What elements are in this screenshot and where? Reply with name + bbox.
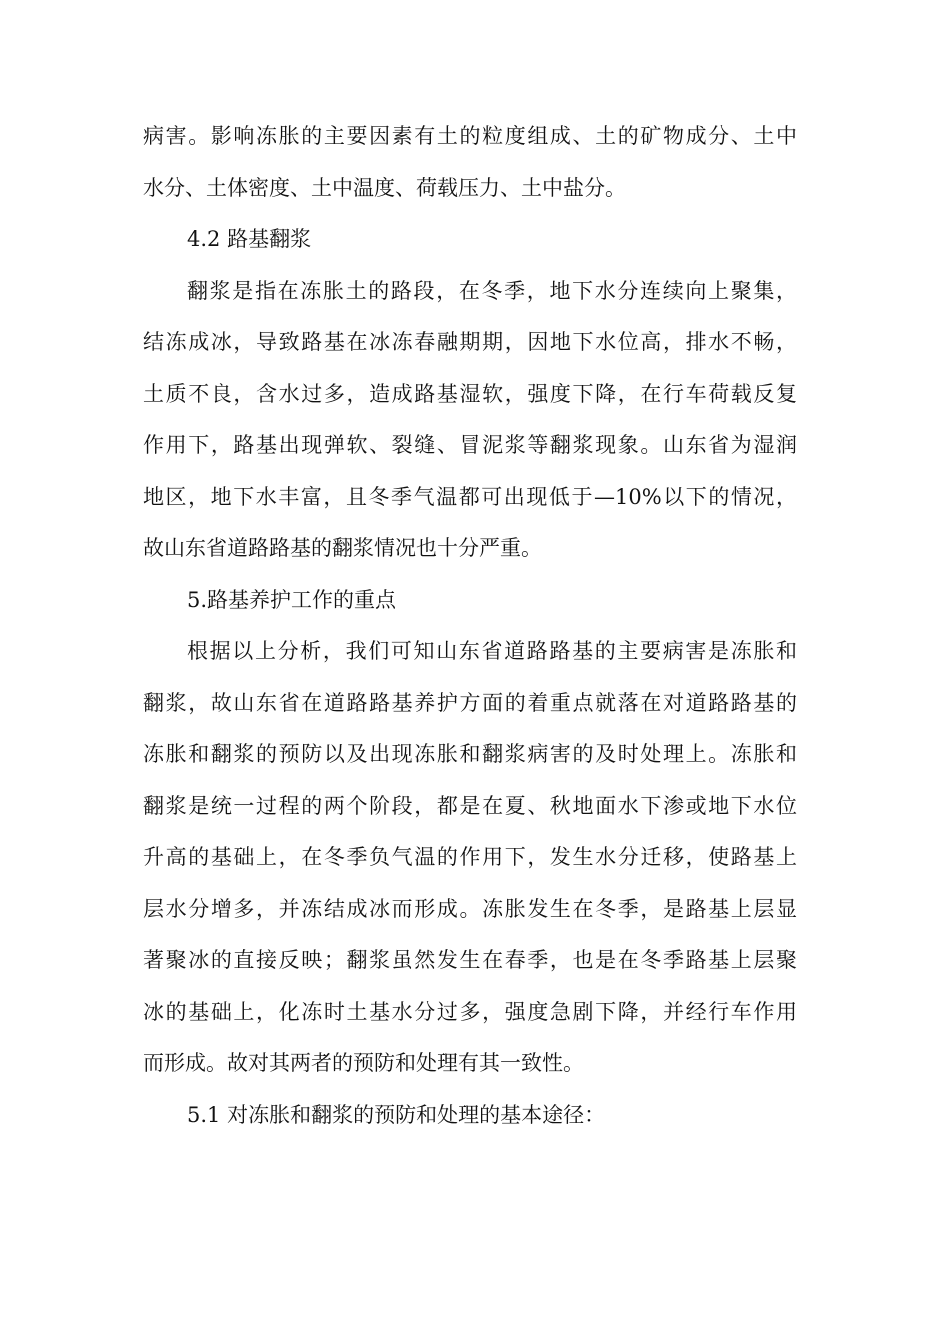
text-line: 层水分增多，并冻结成冰而形成。冻胀发生在冬季，是路基上层显: [143, 896, 797, 921]
text-line: 而形成。故对其两者的预防和处理有其一致性。: [143, 1051, 584, 1075]
document-body: [143, 111, 797, 1141]
text-line: 翻浆，故山东省在道路路基养护方面的着重点就落在对道路路基的: [143, 690, 797, 715]
paragraph-first-line: 翻浆是指在冻胀土的路段，在冬季，地下水分连续向上聚集，: [187, 278, 797, 303]
section-heading: 5.1 对冻胀和翻浆的预防和处理的基本途径：: [187, 1102, 606, 1127]
text-line: 翻浆是统一过程的两个阶段，都是在夏、秋地面水下渗或地下水位: [143, 793, 797, 818]
text-line: 土质不良，含水过多，造成路基湿软，强度下降，在行车荷载反复: [143, 381, 797, 406]
text-line: 升高的基础上，在冬季负气温的作用下，发生水分迁移，使路基上: [143, 845, 797, 869]
text-line: 冰的基础上，化冻时土基水分过多，强度急剧下降，并经行车作用: [143, 999, 797, 1024]
text-line: 著聚冰的直接反映；翻浆虽然发生在春季，也是在冬季路基上层聚: [143, 948, 797, 972]
text-line: 结冻成冰，导致路基在冰冻春融期期，因地下水位高，排水不畅，: [143, 330, 797, 354]
text-line: 病害。影响冻胀的主要因素有土的粒度组成、土的矿物成分、土中: [143, 124, 797, 148]
text-line: 冻胀和翻浆的预防以及出现冻胀和翻浆病害的及时处理上。冻胀和: [143, 742, 797, 766]
paragraph-first-line: 根据以上分析，我们可知山东省道路路基的主要病害是冻胀和: [187, 639, 797, 663]
text-line: 故山东省道路路基的翻浆情况也十分严重。: [143, 536, 542, 560]
section-heading: 4.2 路基翻浆: [187, 227, 312, 251]
text-line: 地区，地下水丰富，且冬季气温都可出现低于—10%以下的情况，: [143, 484, 797, 509]
text-line: 作用下，路基出现弹软、裂缝、冒泥浆等翻浆现象。山东省为湿润: [143, 433, 797, 457]
section-heading: 5.路基养护工作的重点: [187, 587, 397, 612]
text-line: 水分、土体密度、土中温度、荷载压力、土中盐分。: [143, 175, 626, 200]
